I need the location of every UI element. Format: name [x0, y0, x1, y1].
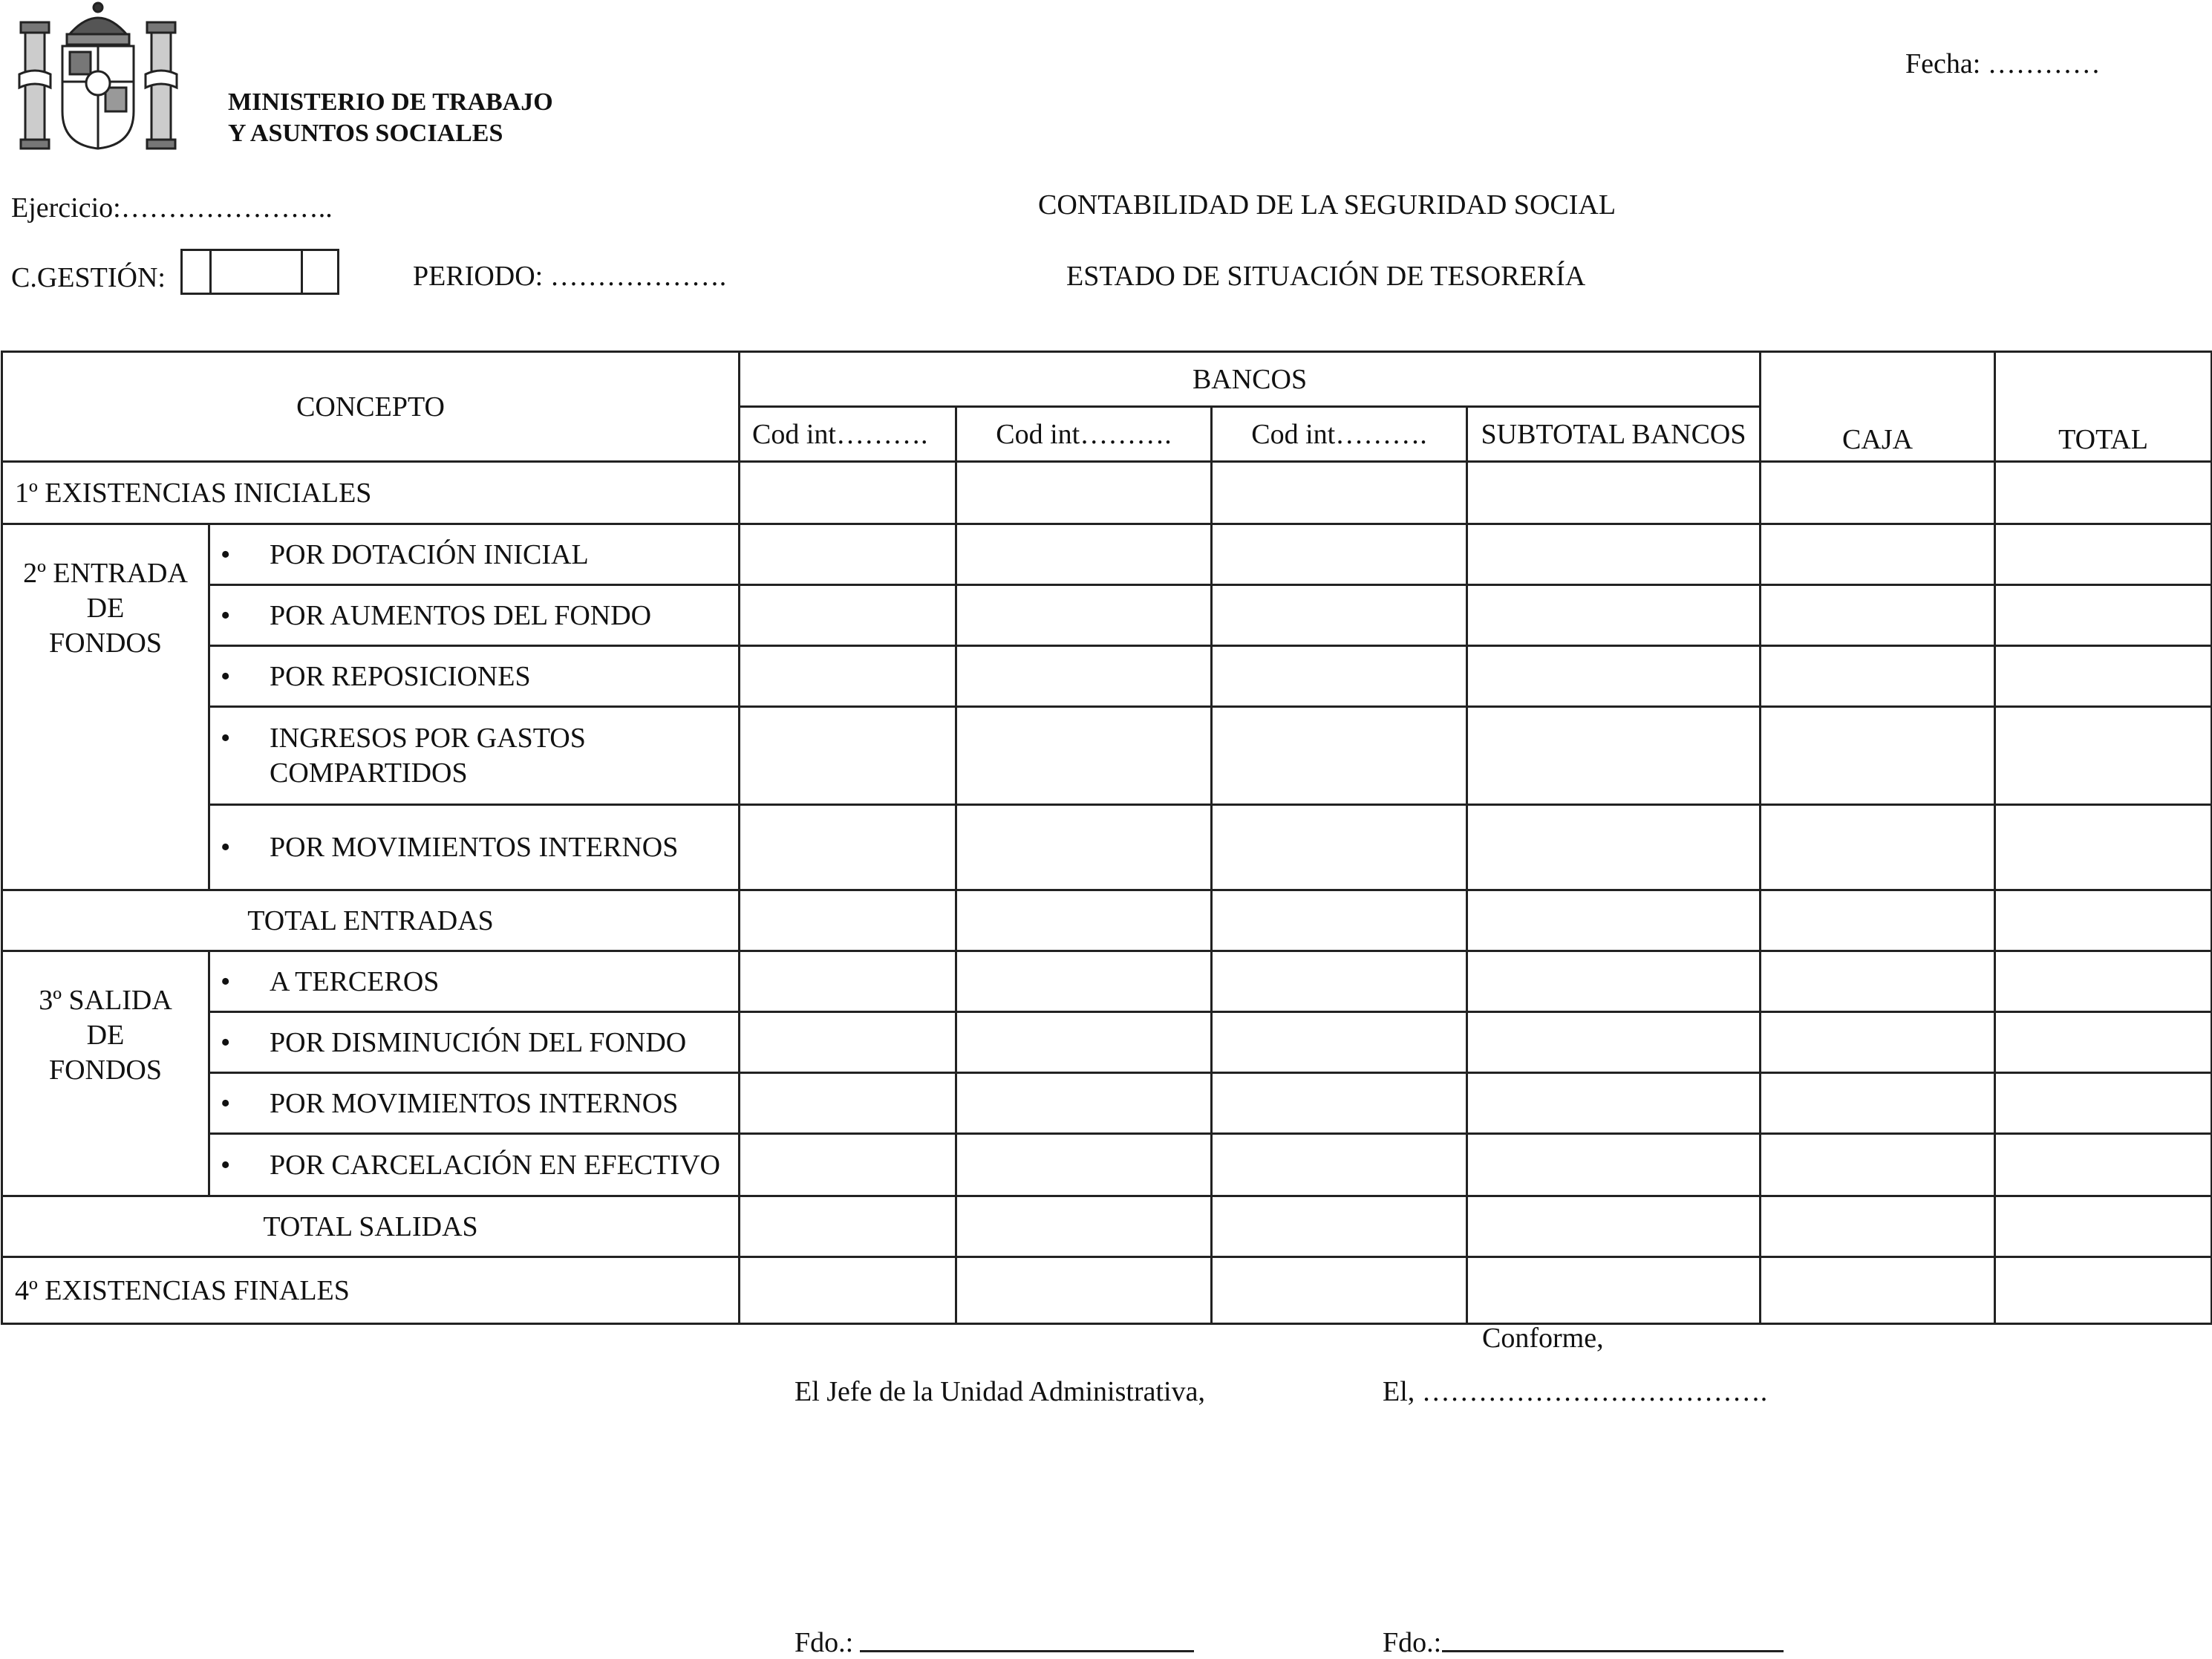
header-cod-int-2[interactable]: Cod int……….: [956, 407, 1212, 462]
cell[interactable]: [740, 646, 956, 707]
cell[interactable]: [1995, 805, 2212, 890]
cell[interactable]: [1761, 524, 1995, 585]
cell[interactable]: [956, 1134, 1212, 1196]
cell[interactable]: [956, 524, 1212, 585]
row-dotacion-inicial: [209, 524, 740, 585]
page-subtitle: ESTADO DE SITUACIÓN DE TESORERÍA: [1066, 261, 1586, 292]
row-existencias-finales: 4º EXISTENCIAS FINALES: [2, 1257, 740, 1324]
cell[interactable]: [1761, 951, 1995, 1012]
cell[interactable]: [1995, 585, 2212, 646]
cell[interactable]: [740, 1134, 956, 1196]
bullet: •: [221, 1026, 231, 1058]
cell[interactable]: [1761, 1196, 1995, 1257]
group-salida-line3: FONDOS: [48, 1055, 163, 1086]
cell[interactable]: [1995, 646, 2212, 707]
header-concepto: CONCEPTO: [2, 352, 740, 462]
row-reposiciones: [209, 646, 740, 707]
group-entrada-line3: FONDOS: [48, 628, 163, 659]
row-label: A TERCEROS: [270, 965, 440, 997]
row-label: POR DISMINUCIÓN DEL FONDO: [270, 1026, 687, 1058]
fecha-field[interactable]: Fecha: …………: [1905, 48, 2101, 79]
row-a-terceros: [209, 951, 740, 1012]
signature-line-right[interactable]: [1442, 1650, 1784, 1652]
cell[interactable]: [1212, 585, 1467, 646]
jefe-unidad-label: El Jefe de la Unidad Administrativa,: [795, 1376, 1205, 1407]
cell[interactable]: [1212, 1073, 1467, 1134]
bullet: •: [221, 832, 231, 863]
cell[interactable]: [956, 805, 1212, 890]
row-label-line2: COMPARTIDOS: [270, 757, 468, 789]
treasury-table: [1, 351, 2212, 1325]
group-entrada-fondos: [2, 524, 209, 890]
el-field[interactable]: El, ……………………………….: [1383, 1376, 1768, 1407]
cell[interactable]: [1761, 1134, 1995, 1196]
signature-line-left[interactable]: [860, 1650, 1194, 1652]
cell[interactable]: [740, 951, 956, 1012]
cell[interactable]: [1467, 890, 1761, 951]
group-salida-line1: 3º SALIDA: [39, 985, 172, 1016]
cell[interactable]: [740, 462, 956, 524]
row-total-entradas: TOTAL ENTRADAS: [2, 890, 740, 951]
row-label-line1: INGRESOS POR GASTOS: [270, 722, 586, 754]
header-total: TOTAL: [1995, 352, 2212, 462]
cell[interactable]: [1467, 1073, 1761, 1134]
cell[interactable]: [1467, 951, 1761, 1012]
cell[interactable]: [1761, 805, 1995, 890]
header-cod-int-3[interactable]: Cod int……….: [1212, 407, 1467, 462]
row-label: POR CARCELACIÓN EN EFECTIVO: [270, 1149, 720, 1181]
row-total-salidas: TOTAL SALIDAS: [2, 1196, 740, 1257]
cell[interactable]: [1995, 462, 2212, 524]
bullet: •: [221, 722, 231, 754]
cell[interactable]: [1995, 1257, 2212, 1324]
row-label: POR REPOSICIONES: [270, 660, 531, 692]
cell[interactable]: [740, 1012, 956, 1073]
bullet: •: [221, 965, 231, 997]
header-cod-int-1[interactable]: Cod int……….: [740, 407, 956, 462]
cell[interactable]: [1212, 707, 1467, 805]
cell[interactable]: [956, 462, 1212, 524]
row-movimientos-internos-entrada: [209, 805, 740, 890]
row-label: POR MOVIMIENTOS INTERNOS: [270, 1087, 679, 1119]
cell[interactable]: [1467, 524, 1761, 585]
cgestion-input-boxes[interactable]: [180, 249, 339, 295]
bullet: •: [221, 1149, 231, 1181]
ministry-name-line1: MINISTERIO DE TRABAJO: [228, 88, 553, 116]
cell[interactable]: [740, 1196, 956, 1257]
cell[interactable]: [1212, 1196, 1467, 1257]
fdo-label-left: Fdo.:: [795, 1627, 854, 1658]
cell[interactable]: [1761, 585, 1995, 646]
cell[interactable]: [1467, 1196, 1761, 1257]
group-entrada-line2: DE: [86, 593, 125, 624]
cell[interactable]: [1212, 951, 1467, 1012]
row-movimientos-internos-salida: [209, 1073, 740, 1134]
header-bancos: BANCOS: [740, 352, 1761, 407]
header-caja: CAJA: [1761, 352, 1995, 462]
cell[interactable]: [956, 707, 1212, 805]
cell[interactable]: [1467, 707, 1761, 805]
cell[interactable]: [1212, 1134, 1467, 1196]
fdo-label-right: Fdo.:: [1383, 1627, 1442, 1658]
group-salida-fondos: [2, 951, 209, 1196]
cell[interactable]: [1467, 462, 1761, 524]
cgestion-box-1[interactable]: [183, 251, 212, 293]
cell[interactable]: [1467, 646, 1761, 707]
cell[interactable]: [1761, 707, 1995, 805]
row-label: POR AUMENTOS DEL FONDO: [270, 599, 652, 631]
cgestion-label: C.GESTIÓN:: [11, 262, 166, 293]
coat-of-arms-icon: [16, 0, 180, 152]
cell[interactable]: [956, 890, 1212, 951]
row-gastos-compartidos: [209, 707, 740, 805]
cell[interactable]: [1995, 1196, 2212, 1257]
cell[interactable]: [1212, 1012, 1467, 1073]
group-salida-line2: DE: [86, 1020, 125, 1051]
cell[interactable]: [1467, 585, 1761, 646]
cell[interactable]: [1761, 646, 1995, 707]
cell[interactable]: [1212, 1257, 1467, 1324]
cell[interactable]: [740, 890, 956, 951]
cgestion-box-3[interactable]: [303, 251, 337, 293]
bullet: •: [221, 599, 231, 631]
cell[interactable]: [1761, 1012, 1995, 1073]
cgestion-box-2[interactable]: [212, 251, 303, 293]
row-cancelacion-efectivo: [209, 1134, 740, 1196]
row-disminucion-fondo: [209, 1012, 740, 1073]
cell[interactable]: [1761, 462, 1995, 524]
cell[interactable]: [1995, 1012, 2212, 1073]
row-existencias-iniciales: 1º EXISTENCIAS INICIALES: [2, 462, 740, 524]
cell[interactable]: [1467, 1012, 1761, 1073]
cell[interactable]: [956, 1012, 1212, 1073]
cell[interactable]: [740, 805, 956, 890]
cell[interactable]: [1212, 890, 1467, 951]
cell[interactable]: [740, 1073, 956, 1134]
cell[interactable]: [1212, 646, 1467, 707]
cell[interactable]: [956, 951, 1212, 1012]
cell[interactable]: [1467, 805, 1761, 890]
ministry-name-line2: Y ASUNTOS SOCIALES: [228, 120, 503, 147]
row-label: POR DOTACIÓN INICIAL: [270, 538, 589, 570]
cell[interactable]: [740, 524, 956, 585]
periodo-field[interactable]: PERIODO: ……………….: [413, 261, 727, 292]
cell[interactable]: [1995, 890, 2212, 951]
cell[interactable]: [956, 1073, 1212, 1134]
group-entrada-line1: 2º ENTRADA: [23, 558, 188, 589]
page-title: CONTABILIDAD DE LA SEGURIDAD SOCIAL: [1038, 189, 1616, 221]
cell[interactable]: [740, 585, 956, 646]
cell[interactable]: [740, 707, 956, 805]
cell[interactable]: [1467, 1134, 1761, 1196]
cell[interactable]: [1995, 1073, 2212, 1134]
conforme-label: Conforme,: [1482, 1323, 1604, 1354]
cell[interactable]: [1995, 707, 2212, 805]
cell[interactable]: [1212, 805, 1467, 890]
cell[interactable]: [1467, 1257, 1761, 1324]
header-subtotal-bancos: SUBTOTAL BANCOS: [1467, 407, 1761, 462]
bullet: •: [221, 660, 231, 692]
row-label: POR MOVIMIENTOS INTERNOS: [270, 832, 679, 863]
cell[interactable]: [1761, 890, 1995, 951]
cell[interactable]: [956, 585, 1212, 646]
ejercicio-field[interactable]: Ejercicio:…………………..: [11, 192, 333, 224]
cell[interactable]: [1212, 524, 1467, 585]
cell[interactable]: [956, 646, 1212, 707]
cell[interactable]: [1995, 524, 2212, 585]
cell[interactable]: [956, 1196, 1212, 1257]
row-aumentos-fondo: [209, 585, 740, 646]
bullet: •: [221, 1087, 231, 1119]
cell[interactable]: [1212, 462, 1467, 524]
cell[interactable]: [1761, 1073, 1995, 1134]
row-label: [270, 721, 586, 791]
cell[interactable]: [1995, 1134, 2212, 1196]
bullet: •: [221, 538, 231, 570]
cell[interactable]: [1995, 951, 2212, 1012]
cell[interactable]: [1761, 1257, 1995, 1324]
cell[interactable]: [740, 1257, 956, 1324]
cell[interactable]: [956, 1257, 1212, 1324]
